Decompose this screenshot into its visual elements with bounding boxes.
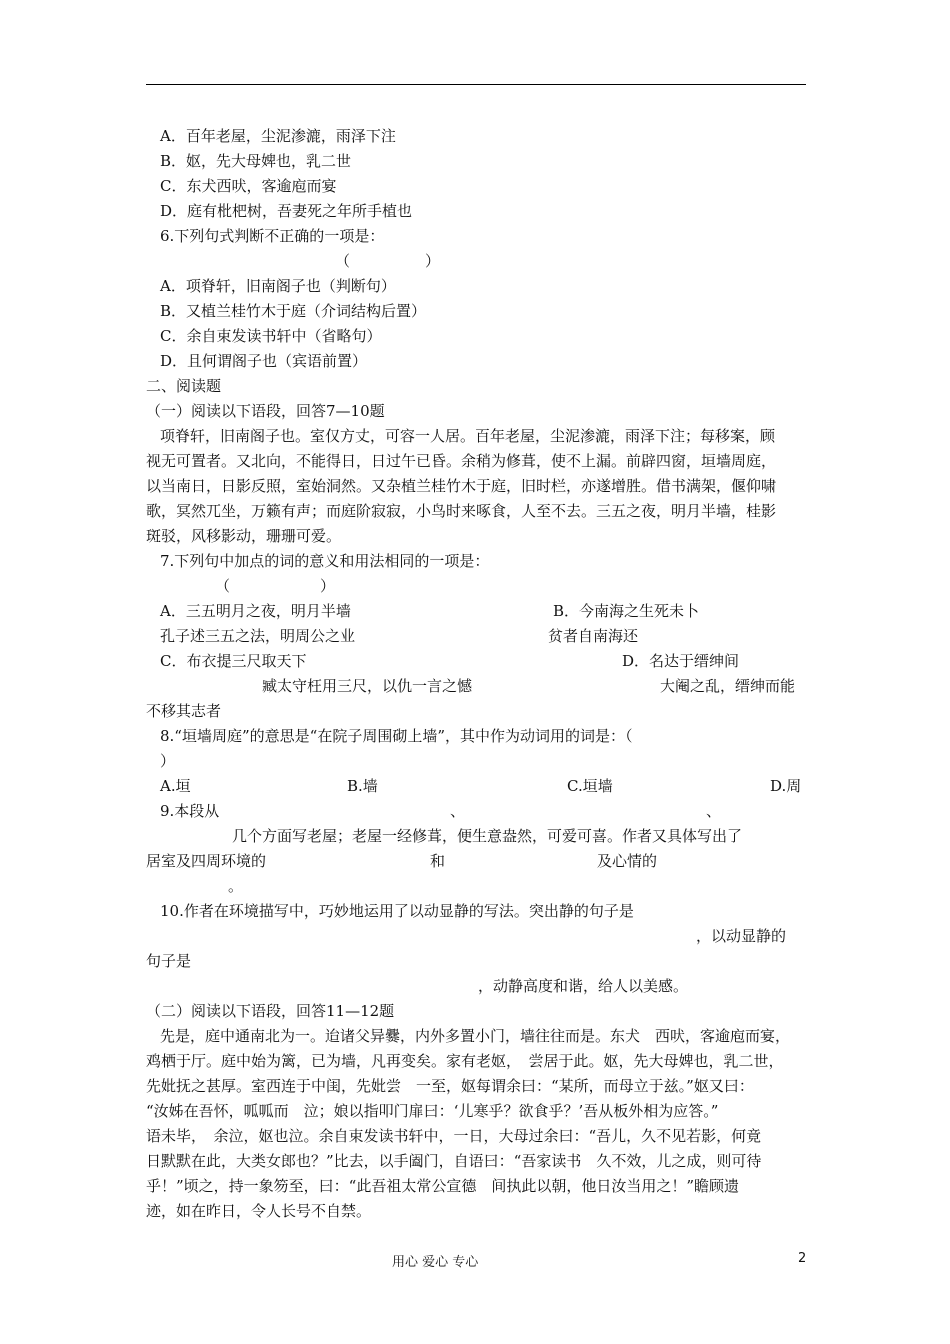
text-line: 及心情的 bbox=[597, 852, 658, 870]
text-line: ） bbox=[160, 752, 176, 770]
text-line: 居室及四周环境的 bbox=[146, 852, 267, 870]
text-line: B．妪，先大母婢也，乳二世 bbox=[160, 152, 352, 170]
text-line: ，动静高度和谐，给人以美感。 bbox=[478, 977, 689, 995]
section-heading: （一）阅读以下语段，回答7—10题 bbox=[146, 402, 385, 420]
text-line: 大阉之乱，缙绅而能 bbox=[660, 677, 796, 695]
text-line: ，以动显静的 bbox=[696, 927, 787, 945]
text-line: B.墙 bbox=[347, 777, 378, 795]
text-line: 、 bbox=[706, 802, 722, 820]
text-line: 8.“垣墙周庭”的意思是“在院子周围砌上墙”，其中作为动词用的词是：（ bbox=[160, 727, 633, 745]
text-line: A．三五明月之夜，明月半墙 bbox=[160, 602, 351, 620]
text-line: （ ） bbox=[215, 577, 336, 595]
text-line: B．今南海之生死未卜 bbox=[553, 602, 700, 620]
text-line: 和 bbox=[430, 852, 446, 870]
text-line: C.垣墙 bbox=[567, 777, 613, 795]
text-line: 。 bbox=[228, 877, 244, 895]
text-line: D．庭有枇杷树，吾妻死之年所手植也 bbox=[160, 202, 413, 220]
text-line: D.周 bbox=[770, 777, 802, 795]
page-number: 2 bbox=[798, 1251, 807, 1266]
passage-line: 鸡栖于厅。庭中始为篱，已为墙，凡再变矣。家有老妪， 尝居于此。妪，先大母婢也，乳二世， bbox=[146, 1052, 784, 1070]
passage-line: 斑驳，风移影动，珊珊可爱。 bbox=[146, 527, 342, 545]
passage-line: 视无可置者。又北向，不能得日，日过午已昏。余稍为修葺，使不上漏。前辟四窗，垣墙周庭， bbox=[146, 452, 777, 470]
header-rule bbox=[146, 84, 806, 85]
passage-line: 先是，庭中通南北为一。迨诸父异爨，内外多置小门，墙往往而是。东犬 西吠，客逾庖而宴， bbox=[160, 1027, 791, 1045]
text-line: 6.下列句式判断不正确的一项是： bbox=[160, 227, 385, 245]
text-line: 贫者自南海还 bbox=[548, 627, 639, 645]
text-line: B．又植兰桂竹木于庭（介词结构后置） bbox=[160, 302, 427, 320]
passage-line: 日默默在此，大类女郎也？”比去，以手阖门，自语曰：“吾家读书 久不效，儿之成，则可待 bbox=[146, 1152, 762, 1170]
text-line: 几个方面写老屋；老屋一经修葺，便生意盎然，可爱可喜。作者又具体写出了 bbox=[232, 827, 743, 845]
section-heading: 二、阅读题 bbox=[146, 377, 222, 395]
section-heading: （二）阅读以下语段，回答11—12题 bbox=[146, 1002, 395, 1020]
passage-line: 项脊轩，旧南阁子也。室仅方丈，可容一人居。百年老屋，尘泥渗漉，雨泽下注；每移案，顾 bbox=[160, 427, 776, 445]
text-line: A．项脊轩，旧南阁子也（判断句） bbox=[160, 277, 396, 295]
passage-line: 语未毕， 余泣，妪也泣。余自束发读书轩中，一日，大母过余曰：“吾儿，久不见若影，何竟 bbox=[146, 1127, 762, 1145]
text-line: D．且何谓阁子也（宾语前置） bbox=[160, 352, 368, 370]
text-line: A．百年老屋，尘泥渗漉，雨泽下注 bbox=[160, 127, 396, 145]
page-footer: 用心 爱心 专心 bbox=[392, 1255, 479, 1270]
text-line: 、 bbox=[450, 802, 466, 820]
text-line: 句子是 bbox=[146, 952, 192, 970]
text-line: （ ） bbox=[335, 252, 441, 270]
passage-line: 歌，冥然兀坐，万籁有声；而庭阶寂寂，小鸟时来啄食，人至不去。三五之夜，明月半墙，桂影 bbox=[146, 502, 777, 520]
passage-line: 以当南日，日影反照，室始洞然。又杂植兰桂竹木于庭，旧时栏，亦遂增胜。借书满架，偃仰啸 bbox=[146, 477, 777, 495]
passage-line: 迹，如在昨日，令人长号不自禁。 bbox=[146, 1202, 372, 1220]
text-line: 不移其志者 bbox=[146, 702, 222, 720]
passage-line: 乎！”顷之，持一象笏至，曰：“此吾祖太常公宣德 间执此以朝，他日汝当用之！”瞻顾遗 bbox=[146, 1177, 740, 1195]
text-line: 7.下列句中加点的词的意义和用法相同的一项是： bbox=[160, 552, 490, 570]
text-line: 孔子述三五之法，明周公之业 bbox=[160, 627, 356, 645]
text-line: D．名达于缙绅间 bbox=[622, 652, 740, 670]
text-line: A.垣 bbox=[160, 777, 191, 795]
text-line: C．余自束发读书轩中（省略句） bbox=[160, 327, 382, 345]
text-line: 9.本段从 bbox=[160, 802, 220, 820]
text-line: 10.作者在环境描写中，巧妙地运用了以动显静的写法。突出静的句子是 bbox=[160, 902, 634, 920]
text-line: C．布衣提三尺取天下 bbox=[160, 652, 307, 670]
text-line: 臧太守枉用三尺，以仇一言之憾 bbox=[262, 677, 473, 695]
passage-line: “汝姊在吾怀，呱呱而 泣；娘以指叩门扉曰：‘儿寒乎？欲食乎？’吾从板外相为应答。” bbox=[146, 1102, 719, 1120]
text-line: C．东犬西吠，客逾庖而宴 bbox=[160, 177, 337, 195]
passage-line: 先妣抚之甚厚。室西连于中闺，先妣尝 一至，妪每谓余曰：“某所，而母立于兹。”妪又曰： bbox=[146, 1077, 754, 1095]
